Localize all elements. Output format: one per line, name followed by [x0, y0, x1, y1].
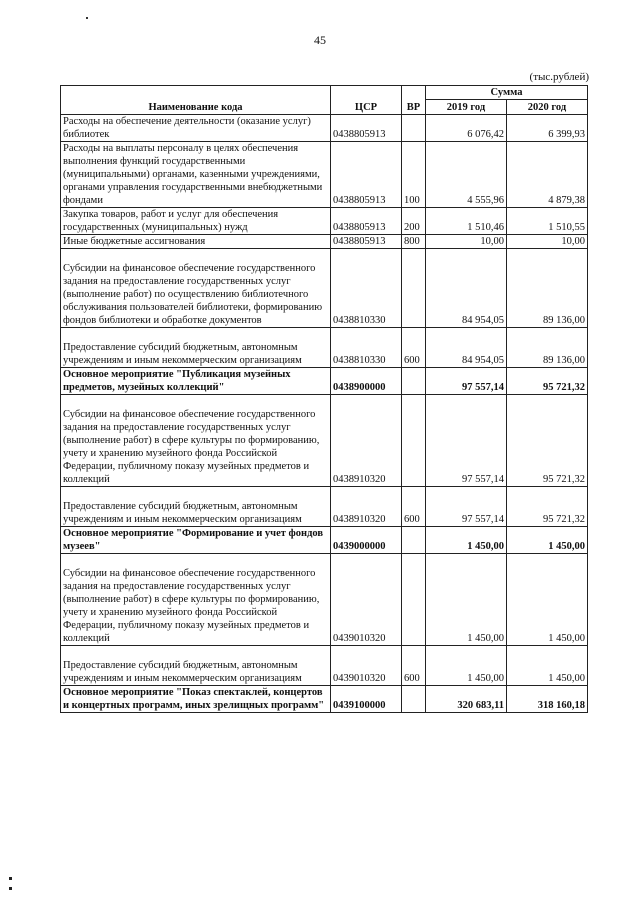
row-name: Субсидии на финансовое обеспечение государственного задания на предоставление государственных услуг (выполнение работ) в сфере культуры по формированию, учету и хранению музейного фонда Российской Федерации, публичному показу музейных предметов и коллекций	[61, 554, 331, 646]
row-name: Иные бюджетные ассигнования	[61, 235, 331, 249]
row-2019: 10,00	[426, 235, 507, 249]
row-csr: 0439010320	[331, 646, 402, 686]
header-year-2020: 2020 год	[507, 100, 588, 115]
row-2019: 97 557,14	[426, 368, 507, 395]
row-2020: 1 450,00	[507, 646, 588, 686]
row-name: Расходы на обеспечение деятельности (оказание услуг) библиотек	[61, 115, 331, 142]
header-vr: ВР	[402, 86, 426, 115]
row-2020: 89 136,00	[507, 328, 588, 368]
table-row	[61, 208, 588, 235]
table-row	[61, 328, 588, 368]
row-vr	[402, 249, 426, 328]
row-name: Субсидии на финансовое обеспечение государственного задания на предоставление государственных услуг (выполнение работ) по осуществлению библиотечного обслуживания пользователей библиотеки, формированию фондов библиотеки и обработке документов	[61, 249, 331, 328]
row-vr	[402, 686, 426, 713]
table-row	[61, 395, 588, 487]
header-sum: Сумма	[426, 86, 588, 100]
row-name: Закупка товаров, работ и услуг для обеспечения государственных (муниципальных) нужд	[61, 208, 331, 235]
scan-speck	[9, 887, 12, 890]
row-2019: 84 954,05	[426, 249, 507, 328]
row-2019: 97 557,14	[426, 395, 507, 487]
row-name: Предоставление субсидий бюджетным, автономным учреждениям и иным некоммерческим организациям	[61, 646, 331, 686]
row-2020: 1 450,00	[507, 527, 588, 554]
row-2020: 6 399,93	[507, 115, 588, 142]
table-row	[61, 527, 588, 554]
row-name: Субсидии на финансовое обеспечение государственного задания на предоставление государственных услуг (выполнение работ) в сфере культуры по формированию, учету и хранению музейного фонда Российской Федерации, публичному показу музейных предметов и коллекций	[61, 395, 331, 487]
row-2019: 320 683,11	[426, 686, 507, 713]
page-number: 45	[314, 33, 326, 47]
row-2020: 89 136,00	[507, 249, 588, 328]
row-name: Расходы на выплаты персоналу в целях обеспечения выполнения функций государственными (муниципальными) органами, казенными учреждениями, органами управления государственными внебюджетными фондами	[61, 142, 331, 208]
row-vr: 100	[402, 142, 426, 208]
row-2019: 1 450,00	[426, 554, 507, 646]
row-2020: 95 721,32	[507, 395, 588, 487]
table-row	[61, 249, 588, 328]
row-2020: 318 160,18	[507, 686, 588, 713]
row-2020: 4 879,38	[507, 142, 588, 208]
row-vr	[402, 527, 426, 554]
row-csr: 0438900000	[331, 368, 402, 395]
scan-speck	[86, 17, 88, 19]
row-csr: 0438910320	[331, 487, 402, 527]
row-name: Предоставление субсидий бюджетным, автономным учреждениям и иным некоммерческим организациям	[61, 328, 331, 368]
scan-speck	[9, 877, 12, 880]
table-row	[61, 554, 588, 646]
row-csr: 0438805913	[331, 142, 402, 208]
table-row	[61, 646, 588, 686]
row-name: Основное мероприятие "Формирование и учет фондов музеев"	[61, 527, 331, 554]
row-2020: 1 510,55	[507, 208, 588, 235]
table-row	[61, 487, 588, 527]
row-2020: 95 721,32	[507, 487, 588, 527]
row-2019: 84 954,05	[426, 328, 507, 368]
row-csr: 0439000000	[331, 527, 402, 554]
row-2019: 6 076,42	[426, 115, 507, 142]
row-vr: 600	[402, 328, 426, 368]
row-2019: 4 555,96	[426, 142, 507, 208]
row-vr	[402, 554, 426, 646]
row-vr	[402, 368, 426, 395]
row-name: Основное мероприятие "Показ спектаклей, концертов и концертных программ, иных зрелищных программ"	[61, 686, 331, 713]
row-name: Основное мероприятие "Публикация музейных предметов, музейных коллекций"	[61, 368, 331, 395]
table-row	[61, 686, 588, 713]
units-label: (тыс.рублей)	[529, 71, 589, 83]
row-2019: 97 557,14	[426, 487, 507, 527]
row-csr: 0438910320	[331, 395, 402, 487]
table-row	[61, 142, 588, 208]
row-csr: 0438810330	[331, 328, 402, 368]
row-2019: 1 450,00	[426, 646, 507, 686]
header-name: Наименование кода	[61, 86, 331, 115]
row-vr: 600	[402, 487, 426, 527]
header-year-2019: 2019 год	[426, 100, 507, 115]
row-2020: 95 721,32	[507, 368, 588, 395]
table-row	[61, 235, 588, 249]
header-csr: ЦСР	[331, 86, 402, 115]
table-row	[61, 368, 588, 395]
row-2020: 10,00	[507, 235, 588, 249]
row-vr: 800	[402, 235, 426, 249]
row-csr: 0439010320	[331, 554, 402, 646]
row-2019: 1 450,00	[426, 527, 507, 554]
row-csr: 0438810330	[331, 249, 402, 328]
row-vr: 200	[402, 208, 426, 235]
row-csr: 0438805913	[331, 235, 402, 249]
row-vr	[402, 115, 426, 142]
row-2020: 1 450,00	[507, 554, 588, 646]
row-csr: 0438805913	[331, 208, 402, 235]
table-row	[61, 115, 588, 142]
row-csr: 0439100000	[331, 686, 402, 713]
row-csr: 0438805913	[331, 115, 402, 142]
budget-table	[60, 85, 588, 713]
row-name: Предоставление субсидий бюджетным, автономным учреждениям и иным некоммерческим организациям	[61, 487, 331, 527]
row-vr	[402, 395, 426, 487]
row-vr: 600	[402, 646, 426, 686]
row-2019: 1 510,46	[426, 208, 507, 235]
